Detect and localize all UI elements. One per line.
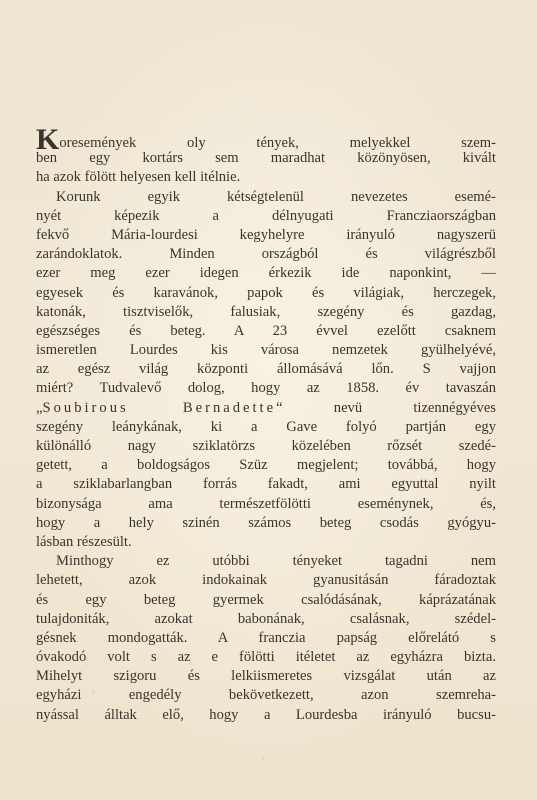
drop-cap: K <box>36 123 60 156</box>
line-text: szegény leánykának, ki a Gave folyó partján egy <box>36 418 496 435</box>
text-line <box>36 303 496 322</box>
line-text: hogy a hely szinén számos beteg csodás gyógyu- <box>36 514 496 531</box>
text-line <box>36 610 496 629</box>
text-line <box>36 552 496 571</box>
text-line <box>36 591 496 610</box>
line-text: ismeretlen Lourdes kis városa nemzetek gyülhelyévé, <box>36 342 496 359</box>
line-text: egészséges és beteg. A 23 évvel ezelőtt csaknem <box>36 322 496 339</box>
text-line <box>36 341 496 360</box>
text-line <box>36 379 496 398</box>
text-line <box>36 264 496 283</box>
line-text: lásban részesült. <box>36 533 132 550</box>
text-line <box>36 149 496 168</box>
line-text: gésnek mondogatták. A franczia papság előrelátó s <box>36 629 496 646</box>
text-line <box>36 456 496 475</box>
line-text: Korunk egyik kétségtelenül nevezetes esemé- <box>56 188 496 205</box>
text-line <box>36 284 496 303</box>
text-line <box>36 360 496 379</box>
line-text: ben egy kortárs sem maradhat közönyösen, kivált <box>36 150 496 167</box>
line-text: getett, a boldogságos Szüz megjelent; továbbá, hogy <box>36 457 496 474</box>
paper-stain <box>262 757 265 760</box>
text-line <box>36 418 496 437</box>
line-text: lehetett, azok indokainak gyanusitásán fáradoztak <box>36 572 496 589</box>
line-text: ha azok fölött helyesen kell itélnie. <box>36 169 241 186</box>
text-line <box>36 322 496 341</box>
emphasized-name: Soubirous Bernadette <box>42 399 277 416</box>
text-line <box>36 226 496 245</box>
line-text: egyesek és karavánok, papok és világiak, herczegek, <box>36 284 496 301</box>
text-line <box>36 123 496 156</box>
text-line <box>36 571 496 590</box>
line-text: nyét képezik a délnyugati Francziaországban <box>36 207 496 224</box>
body-text <box>36 123 496 725</box>
line-text: katonák, tisztviselők, falusiak, szegény és gazdag, <box>36 303 496 320</box>
line-text: Minthogy ez utóbbi tényeket tagadni nem <box>56 553 496 570</box>
text-line <box>36 667 496 686</box>
line-text: fekvő Mária-lourdesi kegyhelyre irányuló nagyszerü <box>36 226 496 243</box>
line-text: és egy beteg gyermek csalódásának, káprázatának <box>36 591 496 608</box>
line-text: nyással álltak elő, hogy a Lourdesba irányuló bucsu- <box>36 706 496 723</box>
text-line <box>36 245 496 264</box>
text-line <box>36 437 496 456</box>
opening-quote: „ <box>36 399 43 416</box>
text-line <box>36 475 496 494</box>
line-text: az egész világ központi állomásává lőn. S vajjon <box>36 361 496 378</box>
line-text: Mihelyt szigoru és lelkiismeretes vizsgálat után az <box>36 668 496 685</box>
text-line <box>36 706 496 725</box>
line-text: oresemények oly tények, melyekkel szem- <box>59 135 496 151</box>
text-line <box>36 686 496 705</box>
line-text: miért? Tudvalevő dolog, hogy az 1858. év tavaszán <box>36 380 496 397</box>
line-text: a sziklabarlangban forrás fakadt, ami egyuttal nyilt <box>36 476 496 493</box>
line-text: zarándoklatok. Minden országból és világrészből <box>36 246 496 263</box>
text-line <box>36 533 496 552</box>
text-line <box>36 495 496 514</box>
text-line <box>36 648 496 667</box>
text-line <box>36 207 496 226</box>
text-line <box>36 514 496 533</box>
line-text: egyházi engedély bekövetkezett, azon szemreha- <box>36 687 496 704</box>
text-line <box>36 168 496 187</box>
text-line <box>36 629 496 648</box>
line-text: “ nevü tizennégyéves <box>276 399 496 416</box>
line-text: tulajdoniták, azokat babonának, csalásnak, szédel- <box>36 610 496 627</box>
text-line <box>36 188 496 207</box>
line-text: különálló nagy sziklatörzs közelében rőzsét szedé- <box>36 438 496 454</box>
text-line <box>36 399 496 418</box>
line-text: ezer meg ezer idegen érkezik ide naponkint, — <box>36 265 496 282</box>
line-text: bizonysága ama természetfölötti eseménynek, és, <box>36 495 496 512</box>
line-text: óvakodó volt s az e fölötti itéletet az egyházra bizta. <box>36 649 496 666</box>
